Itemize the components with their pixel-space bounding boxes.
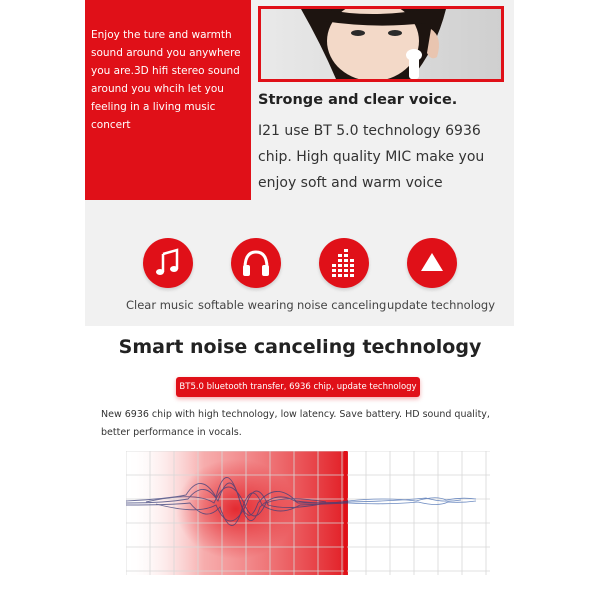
feature-label-softable-wearing: softable wearing [198,298,294,312]
features-row [85,200,514,326]
triangle-up-icon [407,238,457,288]
noise-wave-graphic [126,451,490,579]
section-title: Smart noise canceling technology [118,336,482,358]
voice-description: I21 use BT 5.0 technology 6936 chip. High quality MIC make you enjoy soft and warm voice [258,123,485,191]
feature-label-update-technology: update technology [387,298,496,312]
music-note-icon [143,238,193,288]
headphones-icon [231,238,281,288]
spec-badge: BT5.0 bluetooth transfer, 6936 chip, update technology [176,377,420,397]
noise-description: New 6936 chip with high technology, low latency. Save battery. HD sound quality, better performance in vocals. [101,409,490,438]
voice-title: Stronge and clear voice. [258,92,458,108]
product-photo [258,6,504,82]
intro-panel [85,0,251,200]
feature-label-noise-canceling: noise canceling [297,298,387,312]
intro-text: Enjoy the ture and warmth sound around you anywhere you are.3D hifi stereo sound around you whcih let you feeling in a living music concert [91,29,241,131]
feature-label-clear-music: Clear music [126,298,194,312]
equalizer-icon [319,238,369,288]
